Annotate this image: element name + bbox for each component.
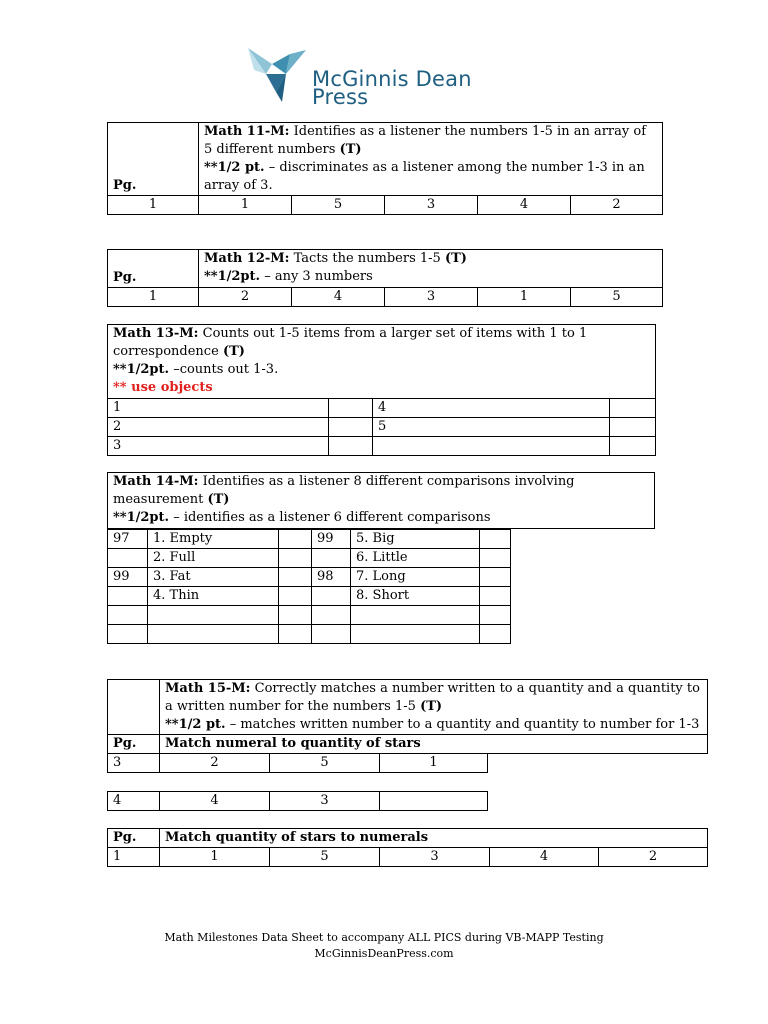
table-cell: 1 xyxy=(199,196,292,215)
table-cell: 4 xyxy=(292,288,385,307)
stars-to-numerals-table xyxy=(107,828,708,867)
math-15-description: Math 15-M: Correctly matches a number written to a quantity and a quantity to a written number for the numbers 1-5 (T) **1/2 pt. – matches written number to a quantity and quantity to number for 1-3 xyxy=(160,680,708,735)
table-cell xyxy=(380,792,488,811)
table-cell: 1 xyxy=(108,288,199,307)
pg-label: Pg. xyxy=(108,123,199,196)
match-row-1 xyxy=(107,753,488,773)
page-number: 97 xyxy=(108,530,148,549)
table-cell: 1 xyxy=(108,848,160,867)
table-cell: 2 xyxy=(199,288,292,307)
section-heading: Match numeral to quantity of stars xyxy=(160,735,708,754)
footer-website-link[interactable]: McGinnisDeanPress.com xyxy=(314,947,454,960)
table-cell: 5 xyxy=(270,754,380,773)
table-cell: 3 xyxy=(380,848,490,867)
table-cell: 1 xyxy=(160,848,270,867)
match-row-2 xyxy=(107,791,488,811)
use-objects-note: ** use objects xyxy=(113,380,213,395)
table-cell: 1 xyxy=(478,288,571,307)
page-number: 99 xyxy=(312,530,351,549)
list-item: 6. Little xyxy=(351,549,480,568)
table-cell: 3 xyxy=(385,196,478,215)
section-heading: Match quantity of stars to numerals xyxy=(160,829,708,848)
math-13-description: Math 13-M: Counts out 1-5 items from a larger set of items with 1 to 1 correspondence (T) **1/2pt. –counts out 1-3. ** use objects xyxy=(108,325,656,399)
table-cell: 2 xyxy=(571,196,663,215)
math-12-table xyxy=(107,249,663,307)
footer xyxy=(0,930,768,962)
origami-bird-icon xyxy=(246,44,310,104)
table-cell: 2 xyxy=(599,848,708,867)
math-15-header xyxy=(107,679,708,754)
list-item: 5. Big xyxy=(351,530,480,549)
math-12-description: Math 12-M: Tacts the numbers 1-5 (T) **1/2pt. – any 3 numbers xyxy=(199,250,663,288)
footer-line-1: Math Milestones Data Sheet to accompany ALL PICS during VB-MAPP Testing xyxy=(164,931,604,944)
table-cell: 2 xyxy=(108,418,329,437)
table-cell: 2 xyxy=(160,754,270,773)
list-item: 4. Thin xyxy=(148,587,279,606)
list-item: 1. Empty xyxy=(148,530,279,549)
table-cell: 1 xyxy=(108,399,329,418)
math-14-header xyxy=(107,472,655,529)
table-cell: 3 xyxy=(108,754,160,773)
table-cell: 4 xyxy=(160,792,270,811)
list-item: 8. Short xyxy=(351,587,480,606)
pg-label: Pg. xyxy=(108,735,160,754)
list-item: 3. Fat xyxy=(148,568,279,587)
pg-label: Pg. xyxy=(108,250,199,288)
table-cell: 3 xyxy=(270,792,380,811)
table-cell: 3 xyxy=(108,437,329,456)
table-cell: 1 xyxy=(380,754,488,773)
math-13-table xyxy=(107,324,656,456)
page-number: 99 xyxy=(108,568,148,587)
list-item: 2. Full xyxy=(148,549,279,568)
page-number: 98 xyxy=(312,568,351,587)
table-cell: 3 xyxy=(385,288,478,307)
table-cell: 4 xyxy=(108,792,160,811)
math-14-grid xyxy=(107,529,511,644)
table-cell: 4 xyxy=(373,399,610,418)
table-cell: 5 xyxy=(270,848,380,867)
math-11-description: Math 11-M: Identifies as a listener the numbers 1-5 in an array of 5 different numbers (T) **1/2 pt. – discriminates as a listener among the number 1-3 in an array of 3. xyxy=(199,123,663,196)
table-cell: 1 xyxy=(108,196,199,215)
math-14-description: Math 14-M: Identifies as a listener 8 different comparisons involving measurement (T) **1/2pt. – identifies as a listener 6 different comparisons xyxy=(108,473,655,529)
math-11-table xyxy=(107,122,663,215)
table-cell: 5 xyxy=(292,196,385,215)
table-cell: 5 xyxy=(373,418,610,437)
brand-name: McGinnis Dean Press xyxy=(312,67,472,109)
table-cell: 5 xyxy=(571,288,663,307)
table-cell: 4 xyxy=(490,848,599,867)
table-cell xyxy=(373,437,610,456)
table-cell: 4 xyxy=(478,196,571,215)
list-item: 7. Long xyxy=(351,568,480,587)
pg-label: Pg. xyxy=(108,829,160,848)
logo xyxy=(246,44,526,109)
